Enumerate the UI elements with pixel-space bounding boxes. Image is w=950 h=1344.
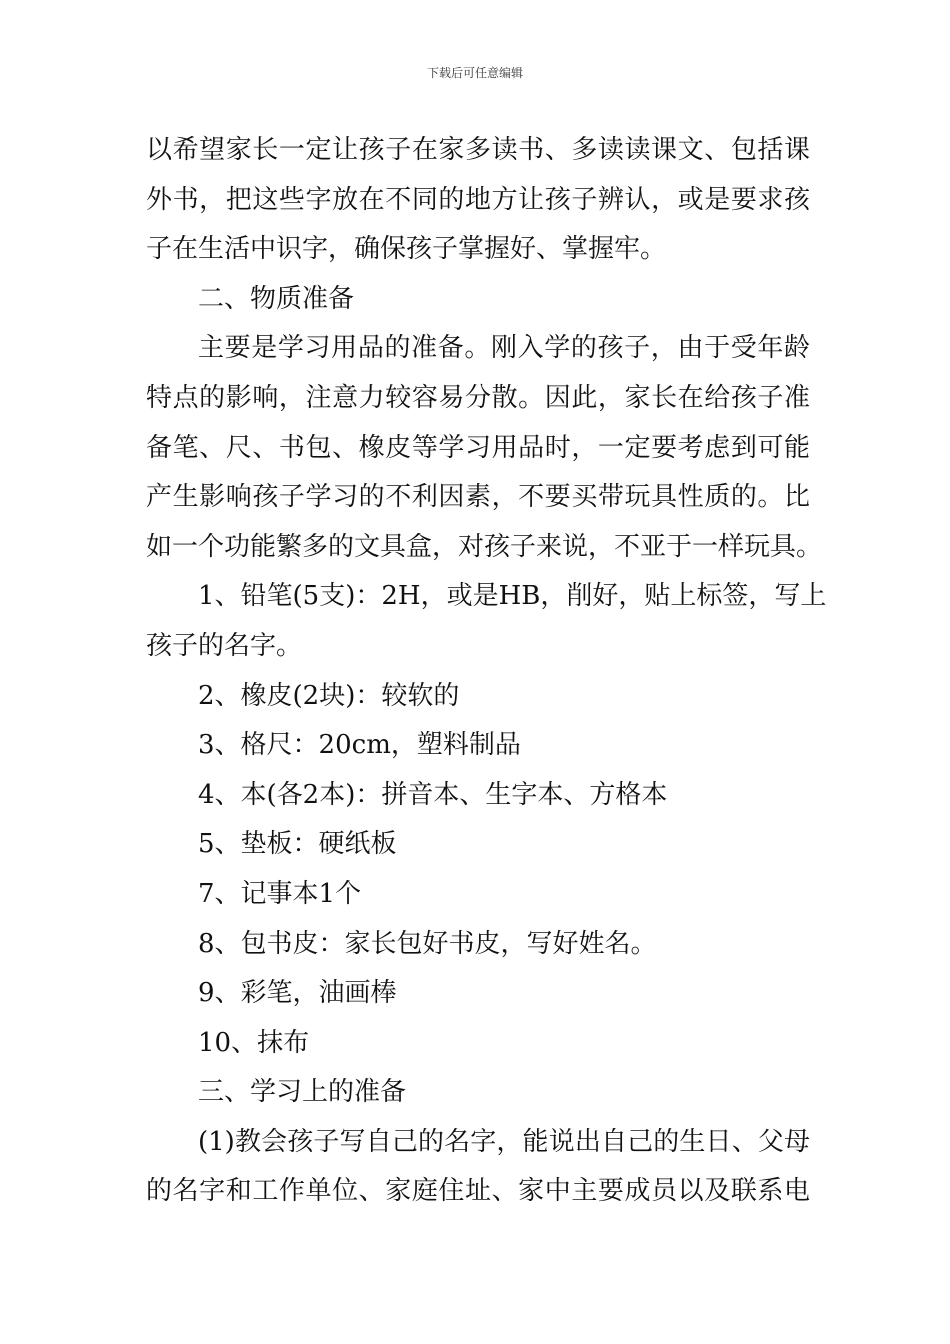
text-line: 的名字和工作单位、家庭住址、家中主要成员以及联系电	[146, 1176, 810, 1207]
text-line: 如一个功能繁多的文具盒，对孩子来说，不亚于一样玩具。	[146, 531, 823, 562]
text-line: 9、彩笔，油画棒	[198, 978, 397, 1009]
text-line: 子在生活中识字，确保孩子掌握好、掌握牢。	[146, 234, 667, 265]
text-line: 7、记事本1个	[198, 878, 362, 909]
document-body	[146, 126, 827, 1217]
text-line: 三、学习上的准备	[198, 1077, 407, 1108]
text-line: 孩子的名字。	[146, 630, 303, 661]
text-line: 10、抹布	[198, 1027, 310, 1058]
text-line: 5、垫板：硬纸板	[198, 829, 397, 860]
text-line: 特点的影响，注意力较容易分散。因此，家长在给孩子准	[146, 382, 810, 413]
text-line: 外书，把这些字放在不同的地方让孩子辨认，或是要求孩	[146, 184, 810, 215]
text-line: 3、格尺：20cm，塑料制品	[198, 730, 521, 761]
text-line: 二、物质准备	[198, 283, 355, 314]
text-line: 2、橡皮(2块)：较软的	[198, 680, 460, 711]
page-header: 下载后可任意编辑	[426, 66, 523, 80]
text-line: 8、包书皮：家长包好书皮，写好姓名。	[198, 928, 657, 959]
text-line: 4、本(各2本)：拼音本、生字本、方格本	[198, 779, 668, 810]
text-line: 备笔、尺、书包、橡皮等学习用品时，一定要考虑到可能	[146, 432, 810, 463]
text-line: 以希望家长一定让孩子在家多读书、多读读课文、包括课	[146, 135, 810, 165]
text-line: 主要是学习用品的准备。刚入学的孩子，由于受年龄	[198, 333, 810, 364]
text-line: 产生影响孩子学习的不利因素，不要买带玩具性质的。比	[146, 482, 810, 513]
text-line: 1、铅笔(5支)：2H，或是HB，削好，贴上标签，写上	[198, 581, 827, 612]
text-line: (1)教会孩子写自己的名字，能说出自己的生日、父母	[198, 1126, 810, 1157]
